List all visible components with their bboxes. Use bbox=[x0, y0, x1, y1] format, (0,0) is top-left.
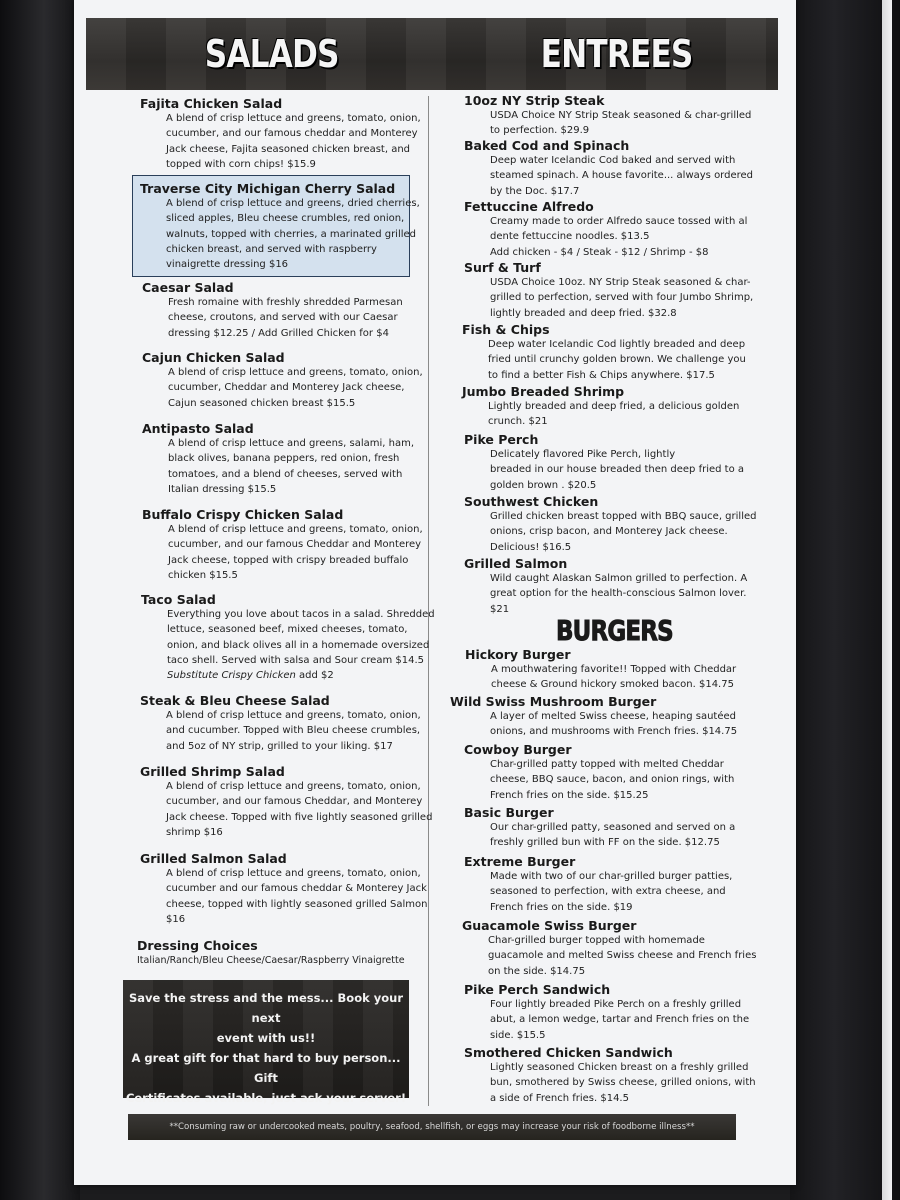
menu-item bbox=[462, 384, 739, 430]
menu-item bbox=[142, 350, 423, 411]
item-name: Hickory Burger bbox=[465, 647, 571, 662]
next-page-edge bbox=[882, 0, 892, 1200]
menu-item bbox=[464, 556, 747, 617]
entrees-heading: ENTREES bbox=[540, 32, 693, 76]
menu-item bbox=[141, 592, 435, 683]
food-safety-notice: **Consuming raw or undercooked meats, poultry, seafood, shellfish, or eggs may increase your risk of foodborne illness** bbox=[128, 1114, 736, 1140]
item-name: Grilled Salmon bbox=[464, 556, 568, 571]
item-description: Made with two of our char-grilled burger patties, seasoned to perfection, with extra cheese, and French fries on the side. $19 bbox=[490, 871, 733, 913]
menu-item bbox=[140, 693, 421, 754]
item-description: Four lightly breaded Pike Perch on a freshly grilled abut, a lemon wedge, tartar and French fries on the side. $15.5 bbox=[490, 999, 750, 1041]
menu-item bbox=[464, 854, 732, 915]
item-description: Wild caught Alaskan Salmon grilled to perfection. A great option for the health-conscious Salmon lover. $21 bbox=[490, 573, 748, 615]
item-name: Antipasto Salad bbox=[142, 421, 254, 436]
menu-item bbox=[464, 138, 753, 199]
item-description: A mouthwatering favorite!! Topped with Cheddar cheese & Ground hickory smoked bacon. $14.75 bbox=[491, 664, 737, 691]
item-description: Char-grilled burger topped with homemade guacamole and melted Swiss cheese and French fries on the side. $14.75 bbox=[488, 935, 757, 977]
item-name: Pike Perch bbox=[464, 432, 539, 447]
menu-item bbox=[464, 260, 753, 321]
item-description: Grilled chicken breast topped with BBQ sauce, grilled onions, crisp bacon, and Monterey Jack cheese. Delicious! $16.5 bbox=[490, 511, 757, 553]
item-name: Fajita Chicken Salad bbox=[140, 96, 283, 111]
item-name: Cajun Chicken Salad bbox=[142, 350, 285, 365]
item-description: A blend of crisp lettuce and greens, salami, ham, black olives, banana peppers, red onion, fresh tomatoes, and a blend of cheeses, served with Italian dressing $15.5 bbox=[168, 438, 414, 495]
menu-item bbox=[462, 918, 756, 979]
dressing-title: Dressing Choices bbox=[137, 938, 258, 953]
promo-banner: Save the stress and the mess... Book your next event with us!! A great gift for that hard to buy person... Gift Certificates available, just ask your server! bbox=[123, 980, 409, 1098]
menu-item bbox=[464, 432, 744, 493]
menu-item bbox=[464, 805, 735, 851]
item-description: Lightly seasoned Chicken breast on a freshly grilled bun, smothered by Swiss cheese, grilled onions, with a side of French fries. $14.5 bbox=[490, 1062, 756, 1104]
item-name: Baked Cod and Spinach bbox=[464, 138, 630, 153]
item-name: Caesar Salad bbox=[142, 280, 234, 295]
item-name: Grilled Shrimp Salad bbox=[140, 764, 285, 779]
item-description: Deep water Icelandic Cod lightly breaded and deep fried until crunchy golden brown. We challenge you to find a better Fish & Chips anywhere. $17.5 bbox=[488, 339, 746, 381]
menu-item bbox=[464, 199, 747, 260]
item-description: Fresh romaine with freshly shredded Parmesan cheese, croutons, and served with our Caesar dressing $12.25 / Add Grilled Chicken for $4 bbox=[168, 297, 403, 339]
item-name: Surf & Turf bbox=[464, 260, 541, 275]
menu-item bbox=[464, 93, 751, 139]
menu-item bbox=[464, 742, 734, 803]
item-description: Creamy made to order Alfredo sauce tossed with al dente fettuccine noodles. $13.5 Add chicken - $4 / Steak - $12 / Shrimp - $8 bbox=[490, 216, 748, 258]
item-description: A blend of crisp lettuce and greens, tomato, onion, cucumber, and our famous cheddar and Monterey Jack cheese, Fajita seasoned chicken breast, and topped with corn chips! $15.9 bbox=[166, 113, 421, 170]
item-description: A blend of crisp lettuce and greens, tomato, onion, cucumber and our famous cheddar & Monterey Jack cheese, topped with lightly seasoned grilled Salmon $16 bbox=[166, 868, 428, 925]
option-italic: Substitute Crispy Chicken bbox=[167, 670, 296, 682]
item-name: Southwest Chicken bbox=[464, 494, 599, 509]
menu-item bbox=[140, 851, 427, 927]
menu-item bbox=[462, 322, 746, 383]
item-name: Jumbo Breaded Shrimp bbox=[462, 384, 625, 399]
item-description: A blend of crisp lettuce and greens, dried cherries, sliced apples, Bleu cheese crumbles, red onion, walnuts, topped with cherries, a marinated grilled chicken breast, and served with raspberry vinaigrette dressing $16 bbox=[166, 198, 420, 271]
menu-item bbox=[142, 280, 403, 341]
dressing-list: Italian/Ranch/Bleu Cheese/Caesar/Raspberry Vinaigrette bbox=[137, 955, 405, 966]
item-description: A blend of crisp lettuce and greens, tomato, onion, cucumber, Cheddar and Monterey Jack cheese, Cajun seasoned chicken breast $15.5 bbox=[168, 367, 423, 409]
item-description: Lightly breaded and deep fried, a delicious golden crunch. $21 bbox=[488, 401, 740, 428]
item-description: A blend of crisp lettuce and greens, tomato, onion, cucumber, and our famous Cheddar and Monterey Jack cheese, topped with crispy breaded buffalo chicken $15.5 bbox=[168, 524, 423, 581]
item-name: Taco Salad bbox=[141, 592, 216, 607]
binder-left-cover bbox=[0, 0, 80, 1200]
item-name: Fish & Chips bbox=[462, 322, 550, 337]
item-description: Delicately flavored Pike Perch, lightly breaded in our house breaded then deep fried to a golden brown . $20.5 bbox=[490, 449, 745, 491]
item-option bbox=[141, 668, 435, 683]
item-name: 10oz NY Strip Steak bbox=[464, 93, 605, 108]
item-name: Wild Swiss Mushroom Burger bbox=[450, 694, 657, 709]
menu-item bbox=[464, 1045, 756, 1106]
item-description: A blend of crisp lettuce and greens, tomato, onion, cucumber, and our famous Cheddar, and Monterey Jack cheese. Topped with five lightly seasoned grilled shrimp $16 bbox=[166, 781, 433, 838]
menu-item bbox=[140, 96, 421, 172]
menu-item bbox=[450, 694, 737, 740]
menu-item bbox=[140, 764, 432, 840]
menu-sheet bbox=[74, 0, 796, 1185]
menu-item bbox=[142, 507, 423, 583]
menu-item bbox=[142, 421, 414, 497]
item-name: Extreme Burger bbox=[464, 854, 576, 869]
item-description: USDA Choice 10oz. NY Strip Steak seasoned & char- grilled to perfection, served with four Jumbo Shrimp, lightly breaded and deep fried. $32.8 bbox=[490, 277, 754, 319]
item-name: Basic Burger bbox=[464, 805, 554, 820]
option-price: add $2 bbox=[295, 670, 334, 682]
item-description: A blend of crisp lettuce and greens, tomato, onion, and cucumber. Topped with Bleu cheese crumbles, and 5oz of NY strip, grilled to your liking. $17 bbox=[166, 710, 421, 752]
menu-item bbox=[464, 982, 749, 1043]
item-name: Guacamole Swiss Burger bbox=[462, 918, 637, 933]
burgers-heading: BURGERS bbox=[556, 614, 673, 647]
item-description: Char-grilled patty topped with melted Cheddar cheese, BBQ sauce, bacon, and onion rings, with French fries on the side. $15.25 bbox=[490, 759, 735, 801]
item-name: Cowboy Burger bbox=[464, 742, 572, 757]
salads-heading: SALADS bbox=[204, 32, 339, 76]
header-band bbox=[86, 18, 778, 90]
item-description: USDA Choice NY Strip Steak seasoned & char-grilled to perfection. $29.9 bbox=[490, 110, 752, 137]
item-description: Our char-grilled patty, seasoned and served on a freshly grilled bun with FF on the side. $12.75 bbox=[490, 822, 736, 849]
menu-item bbox=[140, 181, 420, 272]
item-name: Steak & Bleu Cheese Salad bbox=[140, 693, 330, 708]
item-name: Grilled Salmon Salad bbox=[140, 851, 287, 866]
item-name: Traverse City Michigan Cherry Salad bbox=[140, 181, 396, 196]
item-name: Smothered Chicken Sandwich bbox=[464, 1045, 673, 1060]
item-description: Deep water Icelandic Cod baked and served with steamed spinach. A house favorite... always ordered by the Doc. $17.7 bbox=[490, 155, 754, 197]
item-description: Everything you love about tacos in a salad. Shredded lettuce, seasoned beef, mixed cheeses, tomato, onion, and black olives all in a homemade oversized taco shell. Served with salsa and Sour cream $14.5 bbox=[167, 609, 435, 666]
dressing-section bbox=[137, 938, 405, 968]
item-name: Buffalo Crispy Chicken Salad bbox=[142, 507, 344, 522]
menu-item bbox=[465, 647, 736, 693]
menu-item bbox=[464, 494, 756, 555]
item-name: Pike Perch Sandwich bbox=[464, 982, 611, 997]
item-name: Fettuccine Alfredo bbox=[464, 199, 594, 214]
item-description: A layer of melted Swiss cheese, heaping sautéed onions, and mushrooms with French fries. $14.75 bbox=[490, 711, 738, 738]
